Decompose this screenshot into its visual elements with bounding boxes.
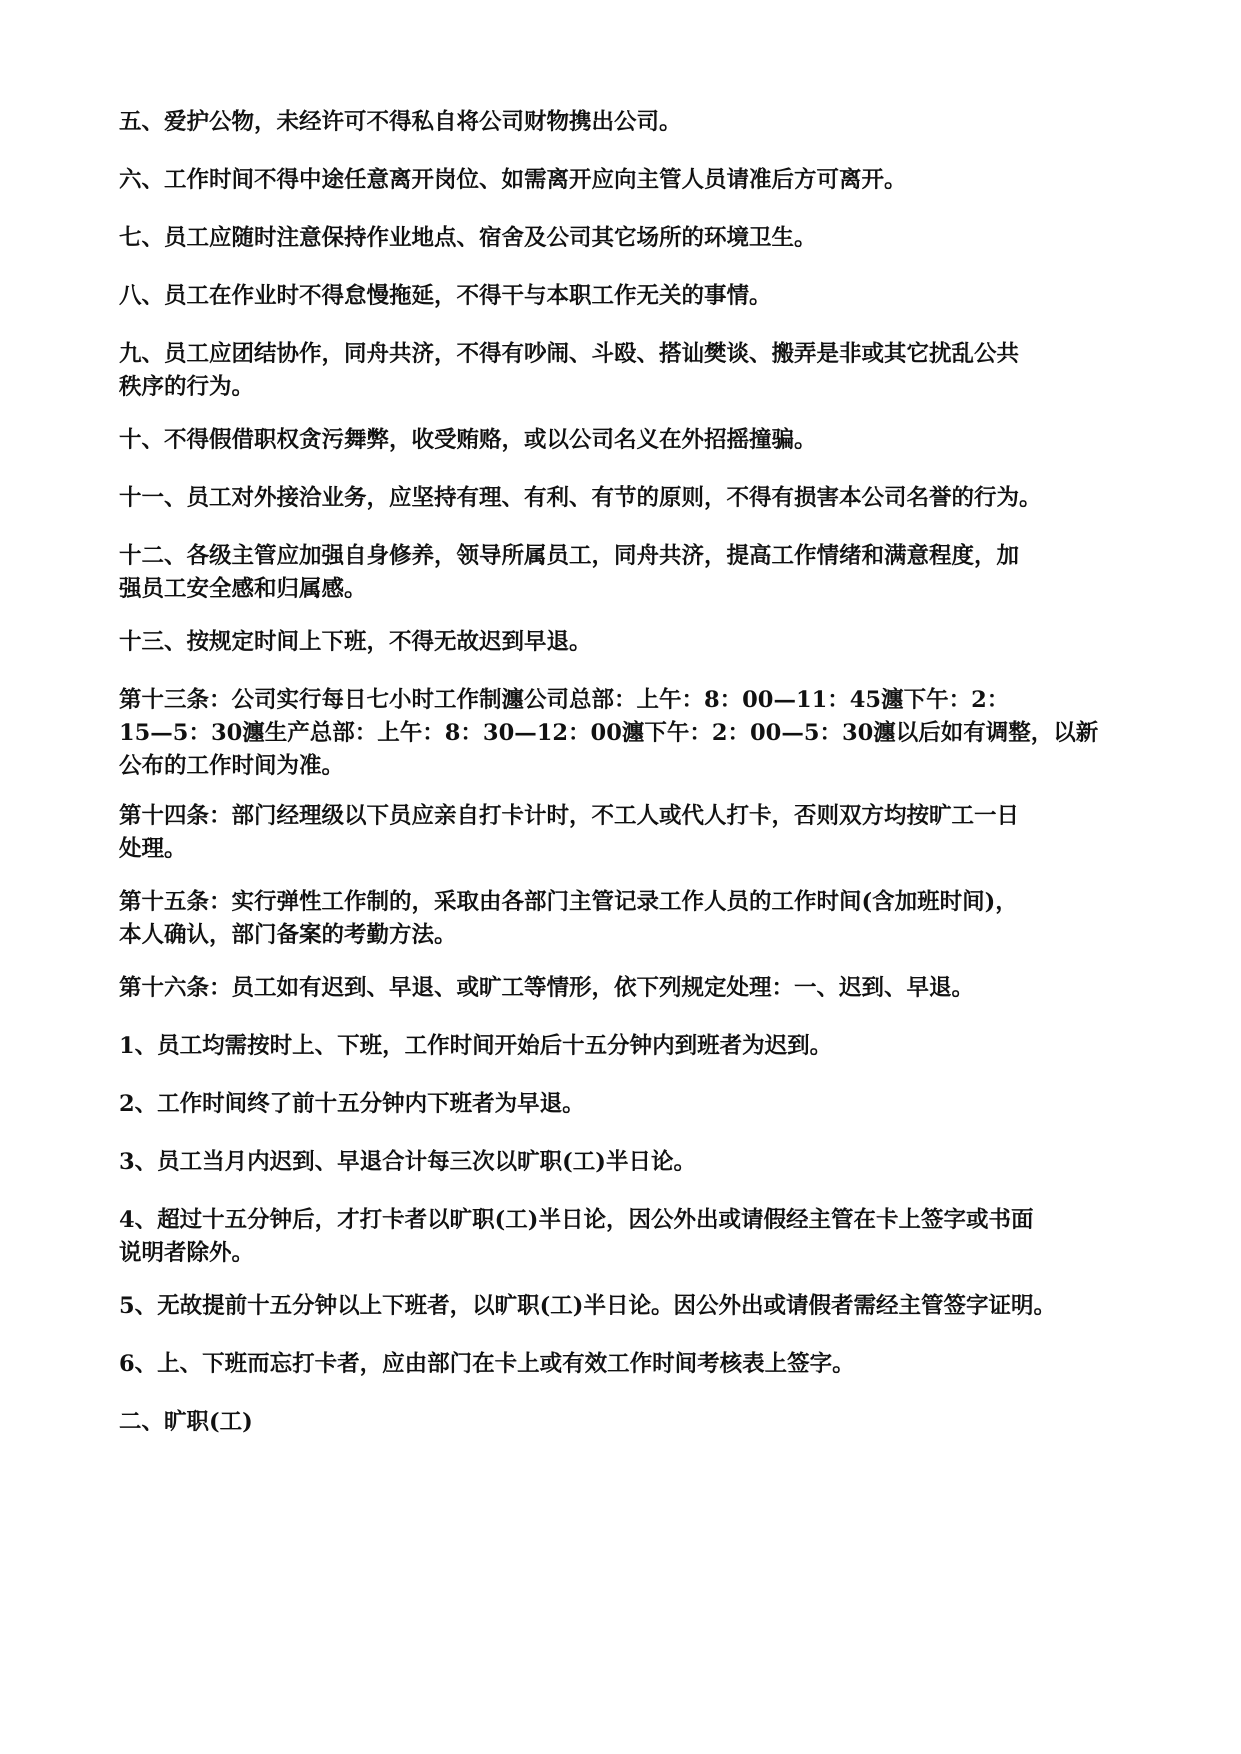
- paragraph-line: 2、工作时间终了前十五分钟内下班者为早退。: [119, 1091, 585, 1117]
- paragraph-line: 十一、员工对外接洽业务，应坚持有理、有利、有节的原则，不得有损害本公司名誉的行为。: [119, 485, 1042, 511]
- paragraph-line: 3、员工当月内迟到、早退合计每三次以旷职(工)半日论。: [119, 1149, 696, 1175]
- paragraph-line: 七、员工应随时注意保持作业地点、宿舍及公司其它场所的环境卫生。: [119, 225, 817, 251]
- rule-item-5: [119, 1290, 1129, 1323]
- paragraph-line: 第十四条：部门经理级以下员应亲自打卡计时，不工人或代人打卡，否则双方均按旷工一日: [119, 803, 1020, 829]
- article-14-clock-in: [119, 800, 1129, 866]
- rule-item-1: [119, 1030, 1129, 1063]
- rule-item-6: [119, 1348, 1129, 1381]
- paragraph-line: 1、员工均需按时上、下班，工作时间开始后十五分钟内到班者为迟到。: [119, 1033, 833, 1059]
- paragraph-line: 强员工安全感和归属感。: [119, 576, 367, 602]
- paragraph-line: 十、不得假借职权贪污舞弊，收受贿赂，或以公司名义在外招摇撞骗。: [119, 427, 817, 453]
- paragraph-line: 第十三条：公司实行每日七小时工作制瀍公司总部：上午：8：00—11：45瀍下午：2：: [119, 687, 1010, 713]
- paragraph-line: 九、员工应团结协作，同舟共济，不得有吵闹、斗殴、搭讪樊谈、搬弄是非或其它扰乱公共: [119, 341, 1020, 367]
- paragraph-item-11: [119, 482, 1129, 515]
- article-13-working-hours: [119, 684, 1129, 783]
- paragraph-line: 第十五条：实行弹性工作制的，采取由各部门主管记录工作人员的工作时间(含加班时间)，: [119, 889, 1018, 915]
- paragraph-line: 本人确认，部门备案的考勤方法。: [119, 922, 457, 948]
- paragraph-line: 秩序的行为。: [119, 374, 255, 400]
- paragraph-item-12: [119, 540, 1129, 606]
- paragraph-item-10: [119, 424, 1129, 457]
- paragraph-item-6: [119, 164, 1129, 197]
- paragraph-line: 六、工作时间不得中途任意离开岗位、如需离开应向主管人员请准后方可离开。: [119, 167, 907, 193]
- paragraph-line: 6、上、下班而忘打卡者，应由部门在卡上或有效工作时间考核表上签字。: [119, 1351, 855, 1377]
- paragraph-line: 十三、按规定时间上下班，不得无故迟到早退。: [119, 629, 592, 655]
- section-heading-absenteeism: [119, 1406, 1129, 1439]
- paragraph-line: 十二、各级主管应加强自身修养，领导所属员工，同舟共济，提高工作情绪和满意程度，加: [119, 543, 1020, 569]
- rule-item-3: [119, 1146, 1129, 1179]
- paragraph-line: 处理。: [119, 836, 187, 862]
- article-15-flexible-hours: [119, 886, 1129, 952]
- paragraph-item-13: [119, 626, 1129, 659]
- paragraph-line: 公布的工作时间为准。: [119, 753, 345, 779]
- paragraph-item-5: [119, 106, 1129, 139]
- rule-item-4: [119, 1204, 1129, 1270]
- paragraph-item-9: [119, 338, 1129, 404]
- paragraph-line: 八、员工在作业时不得怠慢拖延，不得干与本职工作无关的事情。: [119, 283, 772, 309]
- paragraph-line: 说明者除外。: [119, 1240, 255, 1266]
- article-16-lateness-absence: [119, 972, 1129, 1005]
- paragraph-line: 15—5：30瀍生产总部：上午：8：30—12：00瀍下午：2：00—5：30瀍以后如有调整，以新: [119, 720, 1099, 746]
- paragraph-line: 5、无故提前十五分钟以上下班者，以旷职(工)半日论。因公外出或请假者需经主管签字证明。: [119, 1293, 1056, 1319]
- paragraph-item-7: [119, 222, 1129, 255]
- paragraph-line: 五、爱护公物，未经许可不得私自将公司财物携出公司。: [119, 109, 682, 135]
- paragraph-line: 4、超过十五分钟后，才打卡者以旷职(工)半日论，因公外出或请假经主管在卡上签字或书面: [119, 1207, 1034, 1233]
- paragraph-item-8: [119, 280, 1129, 313]
- paragraph-line: 二、旷职(工): [119, 1409, 253, 1435]
- paragraph-line: 第十六条：员工如有迟到、早退、或旷工等情形，依下列规定处理：一、迟到、早退。: [119, 975, 975, 1001]
- rule-item-2: [119, 1088, 1129, 1121]
